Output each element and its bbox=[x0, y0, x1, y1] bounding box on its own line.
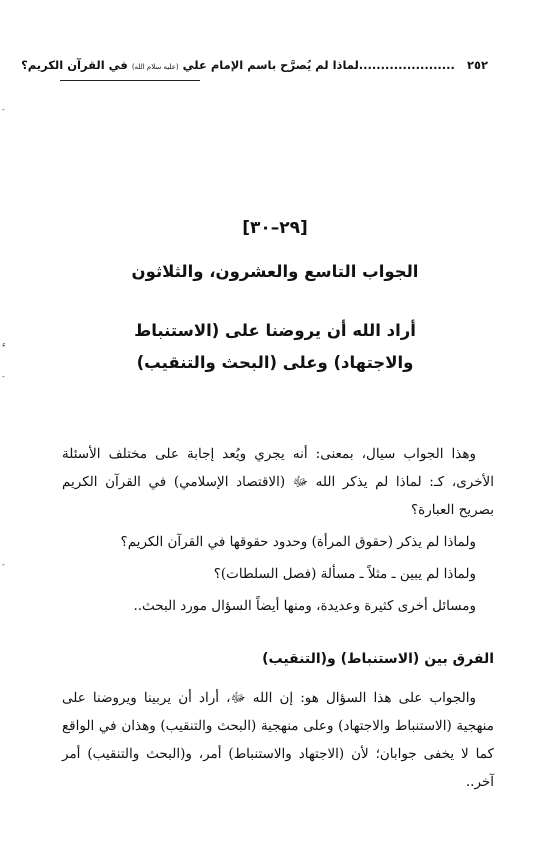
paragraph: والجواب على هذا السؤال هو: إن الله ﷻ، أراد أن يربينا ويروضنا على منهجية (الاستنباط والاجتهاد) وعلى منهجية (البحث والتنقيب) وهذان في الواقع كما لا يخفى جوابان؛ لأن (الاجتهاد والاستنباط) أمر، و(البحث والتنقيب) أمر آخر.. bbox=[62, 690, 494, 790]
subheading: الفرق بين (الاستنباط) و(التنقيب) bbox=[262, 651, 494, 667]
body-text-2 bbox=[62, 684, 494, 796]
paragraph: وهذا الجواب سيال، بمعنى: أنه يجري ويُعد إجابة على مختلف الأسئلة الأخرى، كـ: لماذا لم يذكر الله ﷻ (الاقتصاد الإسلامي) في القرآن الكريم بصريح العبارة؟ bbox=[62, 446, 494, 518]
running-header bbox=[21, 58, 488, 72]
section-number bbox=[0, 218, 550, 238]
edge-mark: - bbox=[2, 560, 5, 569]
header-title-tail: في القرآن الكريم؟ bbox=[21, 58, 128, 72]
paragraph: ومسائل أخرى كثيرة وعديدة، ومنها أيضاً السؤال مورد البحث.. bbox=[133, 598, 476, 614]
section-title: الجواب التاسع والعشرون، والثلاثون bbox=[131, 262, 419, 281]
paragraph: ولماذا لم يذكر (حقوق المرأة) وحدود حقوقها في القرآن الكريم؟ bbox=[120, 534, 476, 550]
header-honorific: (عليه سلام الله) bbox=[131, 63, 179, 71]
edge-mark: ء bbox=[2, 340, 6, 349]
paragraph: ولماذا لم يبين ـ مثلاً ـ مسألة (فصل السلطات)؟ bbox=[213, 566, 476, 582]
edge-mark: - bbox=[2, 105, 5, 114]
subtitle-line-1: أراد الله أن يروضنا على (الاستنباط bbox=[134, 321, 416, 340]
subtitle-line-2: والاجتهاد) وعلى (البحث والتنقيب) bbox=[136, 353, 414, 372]
header-divider bbox=[60, 80, 200, 81]
body-text bbox=[62, 440, 494, 620]
section-number-text: [٢٩–٣٠] bbox=[242, 218, 308, 238]
page-number: ٢٥٢ bbox=[466, 58, 488, 72]
header-title: ......................لماذا لم يُصرَّح باسم الإمام علي bbox=[182, 58, 455, 72]
section-subtitle bbox=[0, 315, 550, 379]
edge-mark: - bbox=[2, 372, 5, 381]
